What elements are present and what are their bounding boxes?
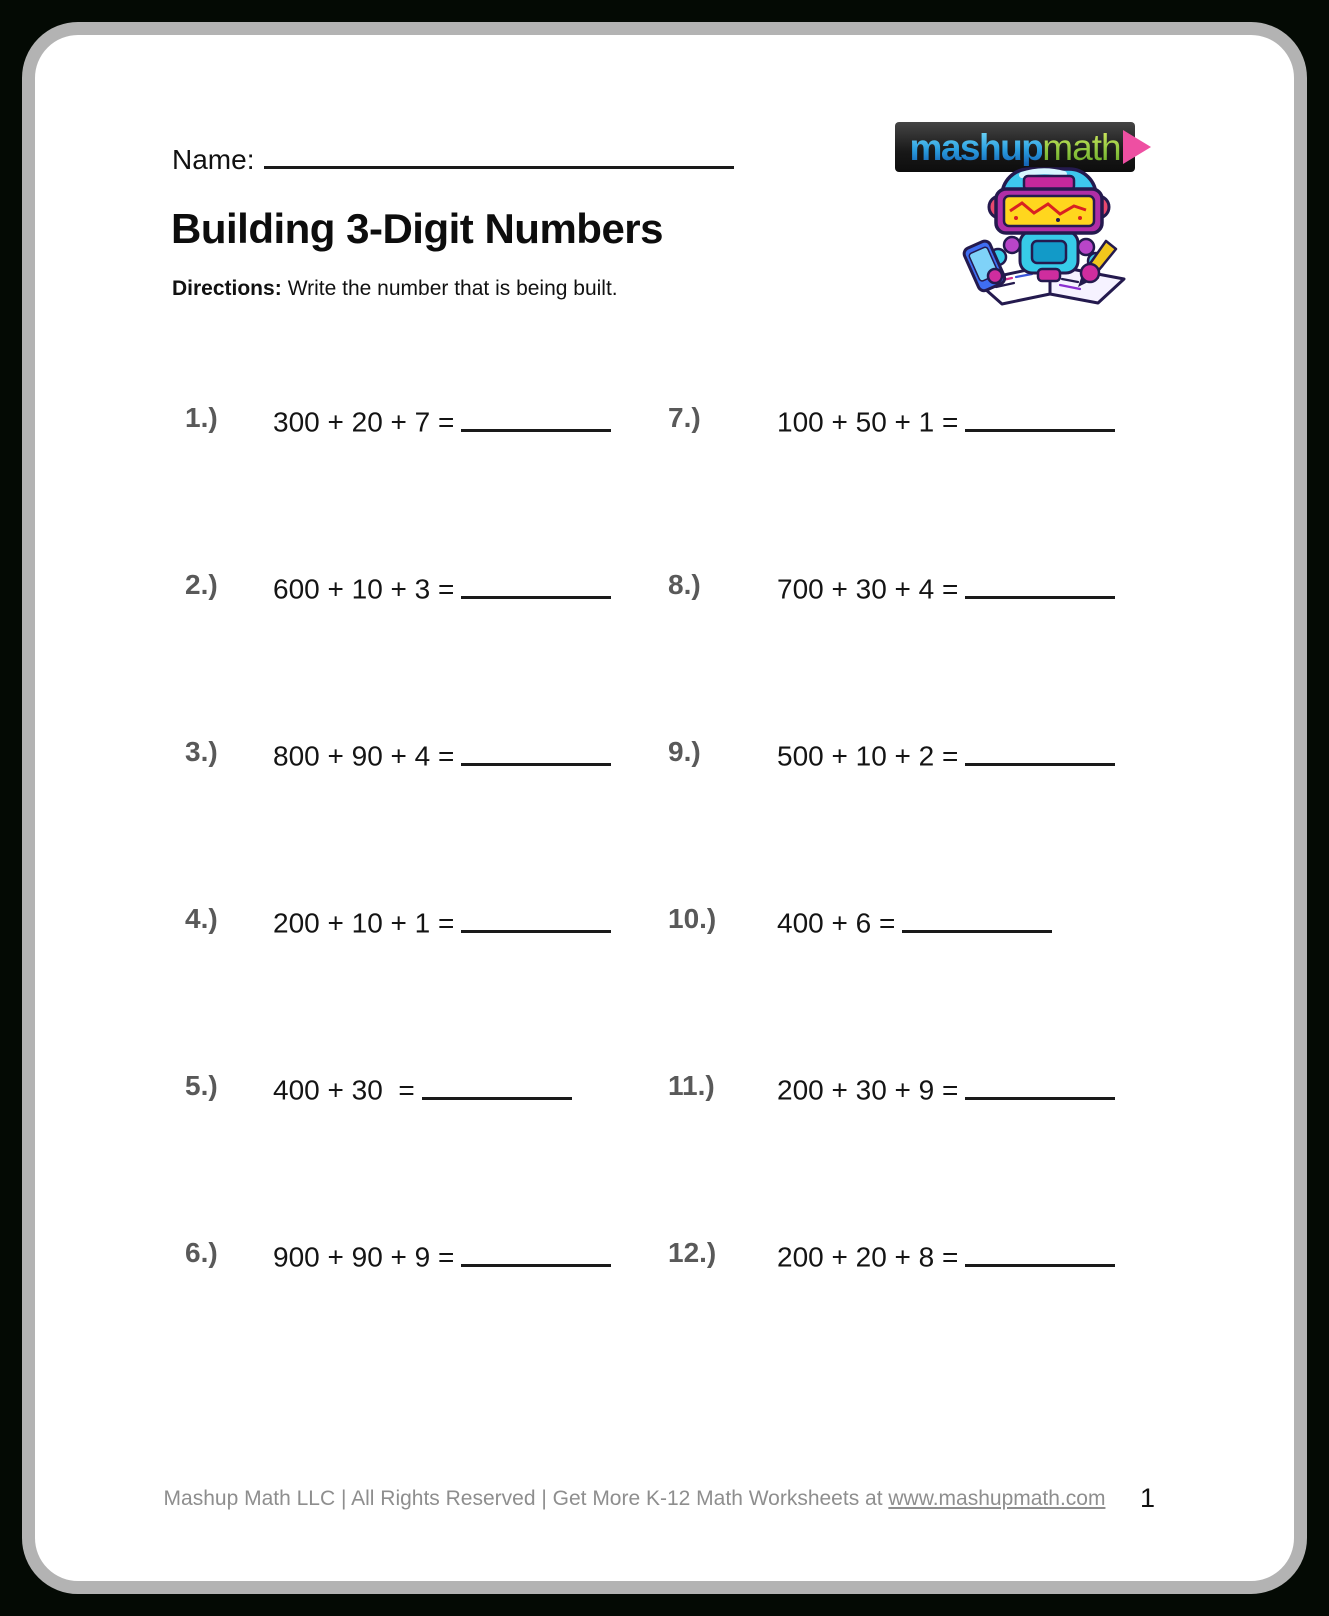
problem-number: 7.) bbox=[668, 402, 701, 433]
problem-number: 11.) bbox=[668, 1070, 715, 1101]
directions-label: Directions: bbox=[172, 277, 282, 300]
problem-expression: 100 + 50 + 1 = bbox=[777, 402, 1115, 439]
problem-expression: 200 + 30 + 9 = bbox=[777, 1070, 1115, 1107]
problem-expression: 400 + 30 = bbox=[273, 1070, 572, 1107]
problem-number: 8.) bbox=[668, 569, 701, 600]
problem-expression: 800 + 90 + 4 = bbox=[273, 736, 611, 773]
problem-row bbox=[35, 1070, 1294, 1237]
problem-expression: 900 + 90 + 9 = bbox=[273, 1237, 611, 1274]
answer-blank bbox=[965, 402, 1115, 432]
footer-link[interactable]: www.mashupmath.com bbox=[888, 1487, 1106, 1510]
answer-blank bbox=[461, 903, 611, 933]
problem-number: 6.) bbox=[185, 1237, 218, 1268]
answer-blank bbox=[965, 1237, 1115, 1267]
answer-blank bbox=[902, 903, 1052, 933]
logo-word-math: math bbox=[1042, 126, 1121, 168]
logo-word-mashup: mashup bbox=[909, 126, 1043, 168]
answer-blank bbox=[965, 1070, 1115, 1100]
problem-expression: 200 + 10 + 1 = bbox=[273, 903, 611, 940]
problem-row bbox=[35, 903, 1294, 1070]
problem-number: 9.) bbox=[668, 736, 701, 767]
answer-blank bbox=[461, 569, 611, 599]
directions bbox=[172, 277, 618, 301]
answer-blank bbox=[965, 736, 1115, 766]
problem-expression: 500 + 10 + 2 = bbox=[777, 736, 1115, 773]
problem-row bbox=[35, 1237, 1294, 1404]
name-label: Name: bbox=[172, 144, 255, 175]
problem-number: 12.) bbox=[668, 1237, 717, 1268]
name-blank-line bbox=[264, 138, 734, 169]
name-row bbox=[172, 138, 734, 176]
problem-expression: 700 + 30 + 4 = bbox=[777, 569, 1115, 606]
problem-row bbox=[35, 402, 1294, 569]
answer-blank bbox=[965, 569, 1115, 599]
problem-number: 2.) bbox=[185, 569, 218, 600]
directions-text: Write the number that is being built. bbox=[287, 277, 618, 300]
footer bbox=[95, 1487, 1174, 1511]
footer-text: Mashup Math LLC | All Rights Reserved | Get More K-12 Math Worksheets at bbox=[163, 1487, 889, 1510]
answer-blank bbox=[461, 402, 611, 432]
answer-blank bbox=[461, 1237, 611, 1267]
problem-row bbox=[35, 569, 1294, 736]
problem-row bbox=[35, 736, 1294, 903]
problem-number: 5.) bbox=[185, 1070, 218, 1101]
play-triangle-icon bbox=[1123, 130, 1151, 164]
problem-expression: 200 + 20 + 8 = bbox=[777, 1237, 1115, 1274]
problem-number: 10.) bbox=[668, 903, 717, 934]
page-number: 1 bbox=[1140, 1483, 1156, 1513]
problem-number: 4.) bbox=[185, 903, 218, 934]
problem-expression: 400 + 6 = bbox=[777, 903, 1052, 940]
worksheet-page bbox=[22, 22, 1307, 1594]
problem-number: 1.) bbox=[185, 402, 218, 433]
problems-grid bbox=[35, 402, 1294, 1404]
problem-expression: 300 + 20 + 7 = bbox=[273, 402, 611, 439]
answer-blank bbox=[461, 736, 611, 766]
answer-blank bbox=[422, 1070, 572, 1100]
page-title: Building 3-Digit Numbers bbox=[171, 205, 663, 252]
problem-number: 3.) bbox=[185, 736, 218, 767]
robot-mascot-illustration bbox=[938, 163, 1163, 315]
problem-expression: 600 + 10 + 3 = bbox=[273, 569, 611, 606]
